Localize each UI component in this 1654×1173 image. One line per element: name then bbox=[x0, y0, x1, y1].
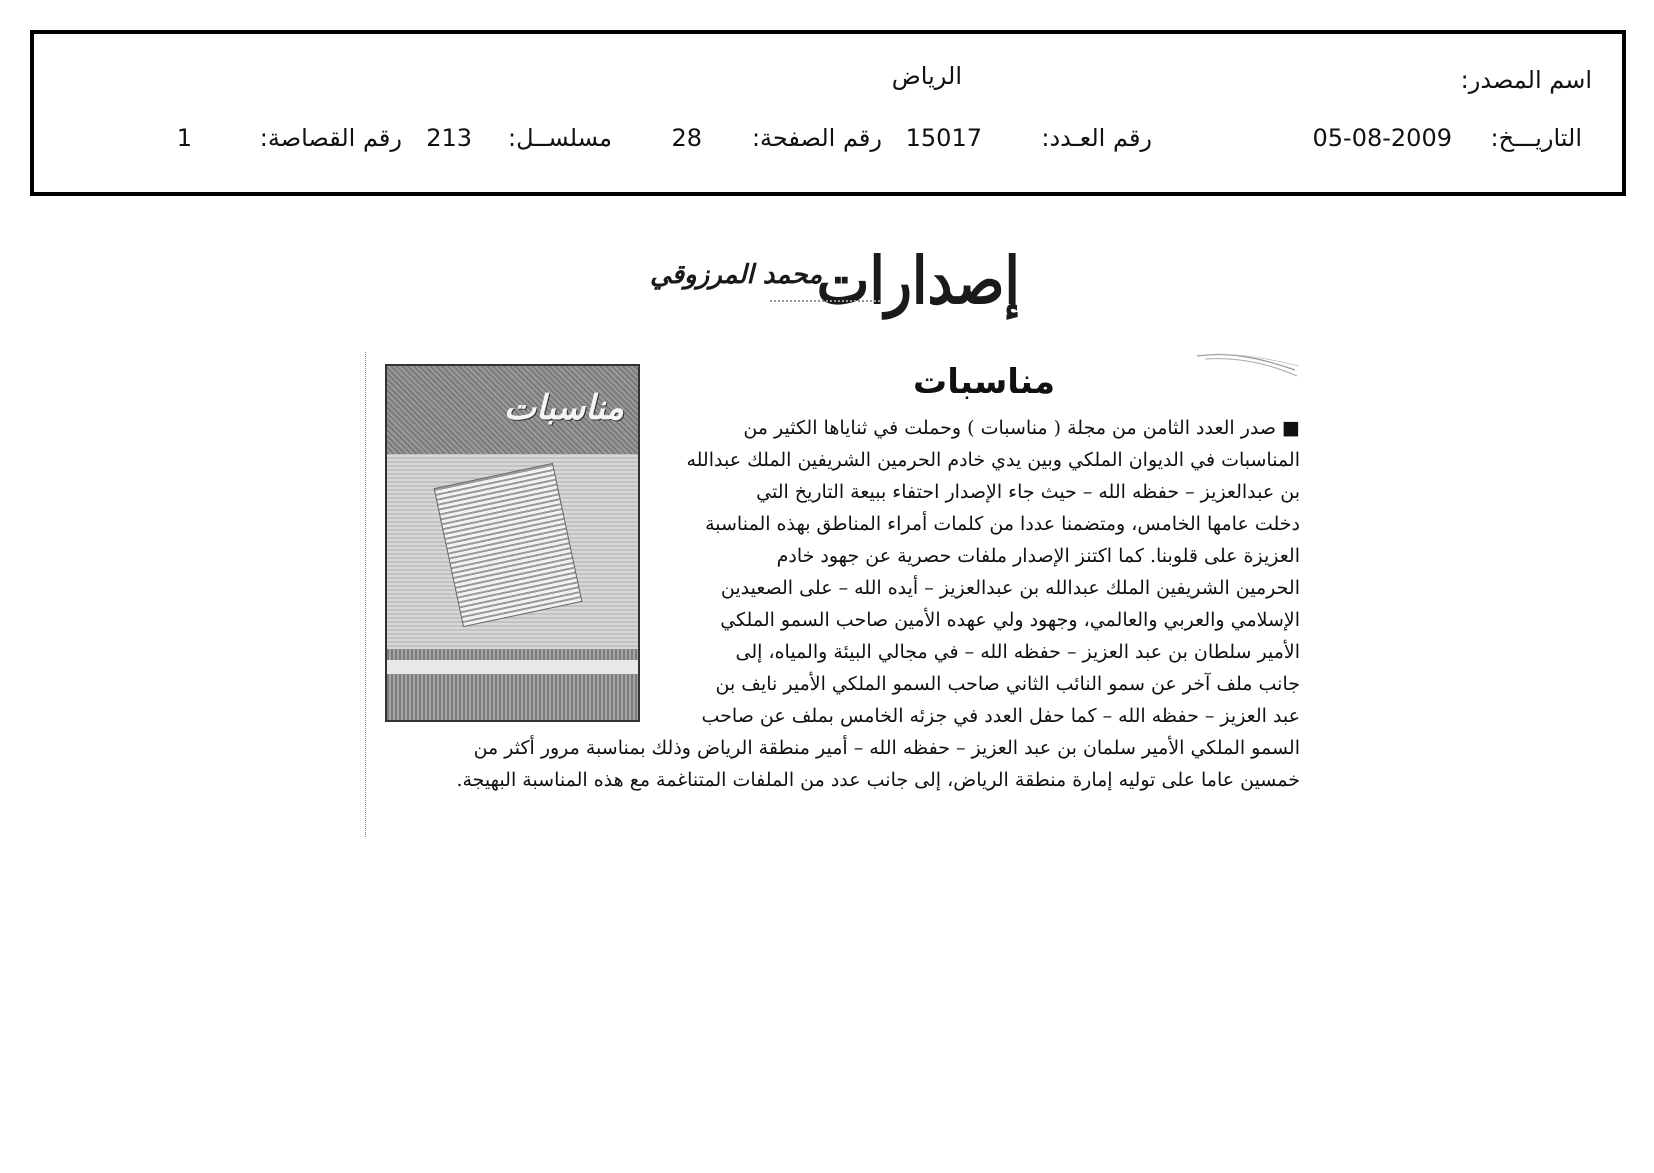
clipping-header bbox=[30, 30, 1626, 196]
clip-label: رقم القصاصة: bbox=[259, 124, 402, 152]
serial-label: مسلســل: bbox=[508, 124, 612, 152]
article-title: مناسبات bbox=[913, 362, 1055, 402]
clip-value: 1 bbox=[176, 124, 192, 152]
article-body-top bbox=[675, 412, 1300, 732]
cover-title: مناسبات bbox=[504, 388, 624, 428]
clipping-edge bbox=[365, 352, 366, 837]
masthead bbox=[640, 243, 1020, 328]
article-line: المناسبات في الديوان الملكي وبين يدي خادم الحرمين الشريفين الملك عبدالله bbox=[686, 449, 1300, 471]
author-name: محمد المرزوقي bbox=[650, 260, 823, 290]
article-line: الأمير سلطان بن عبد العزيز – حفظه الله – في مجالي البيئة والمياه، إلى bbox=[735, 641, 1300, 663]
issue-value: 15017 bbox=[905, 124, 982, 152]
article-line: السمو الملكي الأمير سلمان بن عبد العزيز – حفظه الله – أمير منطقة الرياض وذلك بمناسبة مرور أكثر من bbox=[473, 737, 1300, 759]
page-label: رقم الصفحة: bbox=[751, 124, 882, 152]
article-line: عبد العزيز – حفظه الله – كما حفل العدد في جزئه الخامس بملف عن صاحب bbox=[701, 705, 1300, 727]
article-line: الحرمين الشريفين الملك عبدالله بن عبدالعزيز – أيده الله – على الصعيدين bbox=[720, 577, 1300, 599]
serial-value: 213 bbox=[426, 124, 472, 152]
date-label: التاريـــخ: bbox=[1490, 124, 1582, 152]
article-line: دخلت عامها الخامس، ومتضمنا عددا من كلمات أمراء المناطق بهذه المناسبة bbox=[705, 513, 1300, 535]
cover-stripe bbox=[387, 660, 638, 674]
issue-label: رقم العـدد: bbox=[1041, 124, 1152, 152]
article-line: خمسين عاما على توليه إمارة منطقة الرياض، إلى جانب عدد من الملفات المتناغمة مع هذه المناسبة البهيجة. bbox=[456, 769, 1300, 791]
author-underline bbox=[770, 300, 880, 302]
article-line: الإسلامي والعربي والعالمي، وجهود ولي عهده الأمين صاحب السمو الملكي bbox=[720, 609, 1300, 631]
article-body-bottom bbox=[380, 732, 1300, 796]
scan-scratch-mark bbox=[1195, 350, 1300, 380]
article-line: ■ صدر العدد الثامن من مجلة ( مناسبات ) وحملت في ثناياها الكثير من bbox=[743, 417, 1300, 439]
article-line: العزيزة على قلوبنا. كما اكتنز الإصدار ملفات حصرية عن جهود خادم bbox=[776, 545, 1300, 567]
date-value: 05-08-2009 bbox=[1312, 124, 1452, 152]
magazine-cover-image bbox=[385, 364, 640, 722]
source-label: اسم المصدر: bbox=[1460, 66, 1592, 94]
source-value: الرياض bbox=[891, 62, 962, 90]
section-title: إصدارات bbox=[816, 243, 1020, 319]
article-clipping bbox=[365, 352, 1300, 837]
page-value: 28 bbox=[671, 124, 702, 152]
article-line: بن عبدالعزيز – حفظه الله – حيث جاء الإصدار احتفاء ببيعة التاريخ التي bbox=[756, 481, 1300, 503]
article-line: جانب ملف آخر عن سمو النائب الثاني صاحب السمو الملكي الأمير نايف بن bbox=[715, 673, 1300, 695]
